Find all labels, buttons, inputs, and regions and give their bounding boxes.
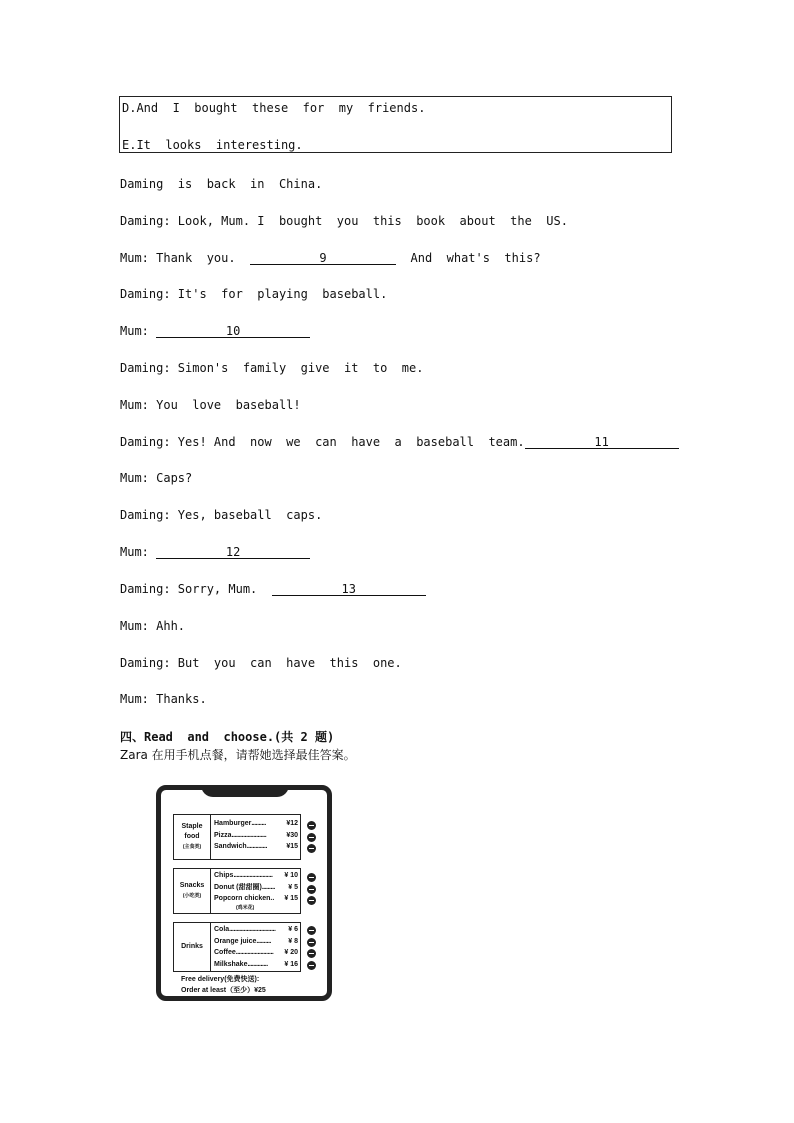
dialogue-text: Mum: — [120, 324, 157, 338]
item-name: (鸡米花) — [236, 904, 255, 911]
answer-blank-13[interactable]: 13 — [272, 583, 426, 596]
menu-item — [214, 947, 298, 959]
dialogue-line — [120, 582, 426, 596]
option-e: E.It looks interesting. — [122, 138, 303, 152]
dialogue-line: Daming: It's for playing baseball. — [120, 287, 388, 301]
item-name: Milkshake — [214, 960, 248, 968]
item-price: ¥ 16 — [284, 960, 298, 968]
add-button[interactable] — [307, 844, 316, 853]
dialogue-text: Mum: Thank you. — [120, 251, 251, 265]
menu-item — [214, 959, 298, 971]
item-price: ¥ 15 — [284, 895, 298, 902]
item-price: ¥30 — [286, 831, 298, 839]
dialogue-line: Daming: Simon's family give it to me. — [120, 361, 424, 375]
item-name: Hamburger — [214, 820, 252, 827]
answer-blank-11[interactable]: 11 — [525, 436, 679, 449]
add-button[interactable] — [307, 961, 316, 970]
free-delivery-note: Free delivery(免费快送): — [181, 976, 260, 983]
item-name: Sandwich — [214, 843, 247, 850]
item-name: Coffee — [214, 949, 236, 956]
answer-blank-9[interactable]: 9 — [250, 252, 396, 265]
options-box — [119, 96, 672, 153]
category-label-cn: (小吃类) — [182, 893, 202, 899]
section-heading: 四、Read and choose.(共 2 题) — [120, 730, 335, 744]
menu-item — [214, 893, 298, 905]
category-label: Drinks — [181, 943, 203, 950]
dialogue-line — [120, 251, 541, 265]
item-dots: .......... — [251, 820, 266, 827]
dialogue-line: Daming is back in China. — [120, 177, 323, 191]
item-dots: .......... — [256, 937, 271, 945]
menu-section-drinks — [173, 922, 301, 972]
dialogue-text: Mum: — [120, 545, 157, 559]
phone-menu-illustration — [156, 785, 332, 1001]
menu-category — [174, 869, 211, 913]
item-price: ¥ 6 — [288, 926, 298, 933]
item-name: Chips — [214, 872, 234, 879]
minimum-order-note: Order at least（至少）¥25 — [181, 987, 266, 994]
phone-notch — [201, 785, 289, 797]
add-button[interactable] — [307, 821, 316, 830]
dialogue-line: Daming: Yes, baseball caps. — [120, 508, 323, 522]
menu-footer — [181, 974, 266, 996]
dialogue-line: Mum: You love baseball! — [120, 398, 301, 412]
menu-category — [174, 923, 211, 971]
menu-category — [174, 815, 211, 859]
add-buttons-snacks — [307, 873, 316, 908]
add-button[interactable] — [307, 949, 316, 958]
category-label: Snacks — [179, 882, 205, 889]
menu-item — [214, 841, 298, 853]
dialogue-line — [120, 435, 679, 449]
item-price: ¥ 5 — [288, 883, 298, 891]
dialogue-line — [120, 324, 310, 338]
dialogue-line: Daming: But you can have this one. — [120, 656, 402, 670]
add-button[interactable] — [307, 896, 316, 905]
dialogue-line: Mum: Thanks. — [120, 692, 207, 706]
item-name: Orange juice — [214, 937, 257, 945]
item-dots: ........................ — [231, 831, 267, 839]
item-price: ¥ 8 — [288, 937, 298, 945]
dialogue-text: Daming: Sorry, Mum. — [120, 582, 272, 596]
item-dots: ........................... — [233, 872, 273, 879]
menu-item — [214, 870, 298, 882]
menu-item — [214, 936, 298, 948]
item-name: Popcorn chicken.. — [214, 895, 275, 902]
menu-item — [214, 882, 298, 894]
answer-blank-12[interactable]: 12 — [156, 546, 310, 559]
answer-blank-10[interactable]: 10 — [156, 325, 310, 338]
dialogue-line: Mum: Caps? — [120, 471, 193, 485]
item-dots — [274, 893, 284, 905]
item-dots: ......... — [261, 883, 275, 891]
item-price: ¥15 — [286, 843, 298, 850]
menu-item — [214, 924, 298, 936]
menu-item — [214, 818, 298, 830]
item-name: Donut (甜甜圈) — [214, 883, 262, 891]
item-dots: .............. — [246, 843, 267, 850]
add-buttons-drinks — [307, 926, 316, 972]
menu-section-staple — [173, 814, 301, 860]
item-dots: .......................... — [235, 949, 274, 956]
item-price: ¥ 20 — [284, 949, 298, 956]
category-label-cn: (主食类) — [182, 844, 202, 850]
dialogue-line: Daming: Look, Mum. I bought you this book about the US. — [120, 214, 568, 228]
add-button[interactable] — [307, 873, 316, 882]
dialogue-line: Mum: Ahh. — [120, 619, 186, 633]
item-dots: ................................ — [229, 926, 276, 933]
add-buttons-staple — [307, 821, 316, 856]
item-dots: .............. — [247, 960, 268, 968]
category-label: Staple food — [181, 823, 203, 840]
add-button[interactable] — [307, 938, 316, 947]
add-button[interactable] — [307, 833, 316, 842]
menu-item-note — [214, 905, 298, 912]
item-name: Cola — [214, 926, 230, 933]
add-button[interactable] — [307, 926, 316, 935]
dialogue-text: Daming: Yes! And now we can have a baseball team. — [120, 435, 525, 449]
section-instruction: Zara 在用手机点餐，请帮她选择最佳答案。 — [120, 748, 356, 762]
item-name: Pizza — [214, 831, 232, 839]
menu-item — [214, 830, 298, 842]
dialogue-text: And what's this? — [396, 251, 541, 265]
add-button[interactable] — [307, 885, 316, 894]
option-d: D.And I bought these for my friends. — [122, 101, 426, 115]
item-price: ¥ 10 — [284, 872, 298, 879]
dialogue-line — [120, 545, 310, 559]
menu-section-snacks — [173, 868, 301, 914]
item-price: ¥12 — [286, 820, 298, 827]
